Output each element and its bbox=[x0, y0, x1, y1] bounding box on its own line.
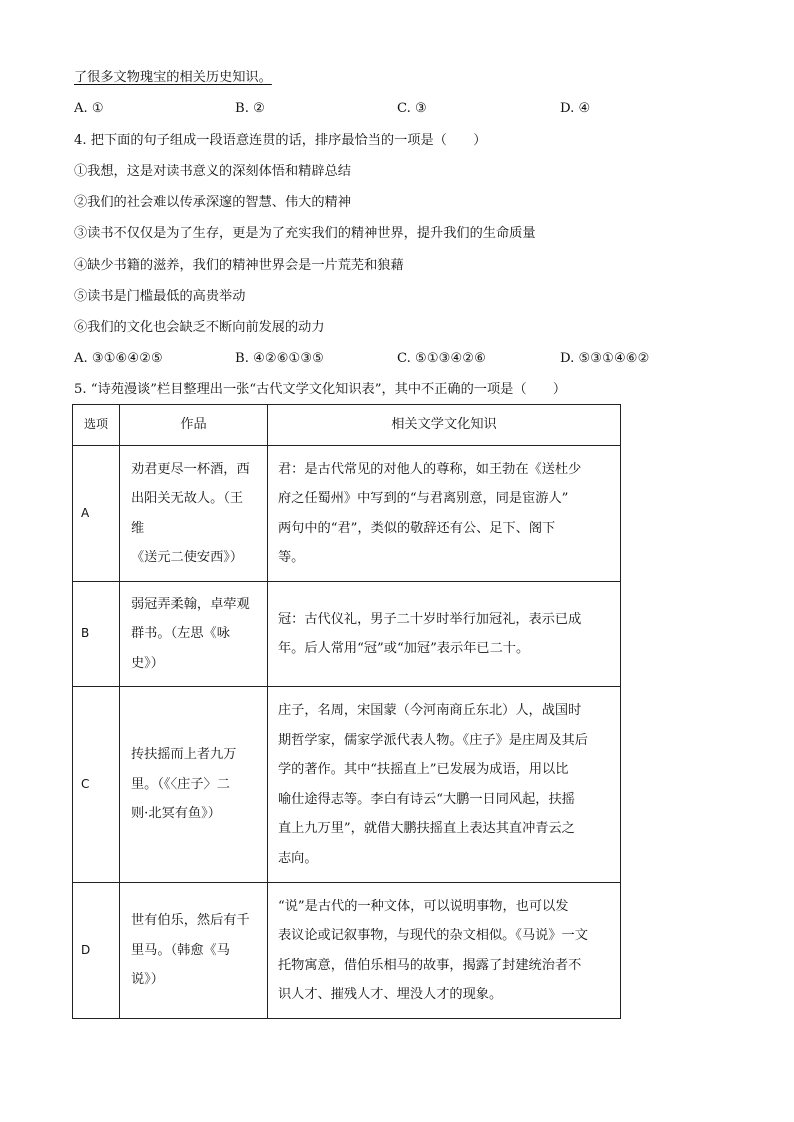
q4-sentence-4: ④缺少书籍的滋养，我们的精神世界会是一片荒芜和狼藉 bbox=[74, 258, 404, 273]
knowledge-line: 庄子，名周，宋国蒙（今河南商丘东北）人，战国时 bbox=[278, 703, 582, 718]
knowledge-line: 识人才、摧残人才、埋没人才的现象。 bbox=[278, 987, 503, 1002]
work-line: 《送元二使安西》） bbox=[131, 550, 244, 565]
table-row bbox=[73, 687, 621, 883]
row-work bbox=[120, 582, 268, 687]
q4-option-b[interactable]: B. ④②⑥①③⑤ bbox=[235, 351, 325, 366]
table-row bbox=[73, 446, 621, 582]
work-line: 群书。（左思《咏 bbox=[131, 626, 230, 642]
row-knowledge bbox=[268, 687, 621, 883]
q3-option-a[interactable]: A. ① bbox=[74, 101, 104, 116]
table-row bbox=[73, 582, 621, 687]
knowledge-line: 君：是古代常见的对他人的尊称，如王勃在《送杜少 bbox=[278, 461, 582, 477]
row-option-label: D bbox=[73, 883, 120, 1019]
knowledge-line: 等。 bbox=[278, 550, 305, 565]
row-option-label: A bbox=[73, 446, 120, 582]
work-line: 则·北冥有鱼》） bbox=[131, 806, 221, 822]
q4-sentence-3: ③读书不仅仅是为了生存，更是为了充实我们的精神世界，提升我们的生命质量 bbox=[74, 226, 536, 241]
work-line: 说》） bbox=[131, 972, 164, 988]
q4-stem: 4. 把下面的句子组成一段语意连贯的话，排序最恰当的一项是（ ） bbox=[74, 133, 487, 148]
row-knowledge bbox=[268, 582, 621, 687]
q3-option-d[interactable]: D. ④ bbox=[560, 101, 591, 116]
q3-option-c[interactable]: C. ③ bbox=[397, 101, 427, 116]
q4-options bbox=[74, 349, 674, 369]
work-line: 史》） bbox=[131, 655, 164, 671]
knowledge-line: 两句中的“君”，类似的敬辞还有公、足下、阁下 bbox=[278, 520, 556, 536]
knowledge-line: 托物寓意，借伯乐相马的故事，揭露了封建统治者不 bbox=[278, 957, 582, 973]
work-line: 弱冠弄柔翰，卓荦观 bbox=[131, 596, 250, 612]
work-line: 劝君更尽一杯酒，西 bbox=[131, 461, 250, 477]
row-option-label: B bbox=[73, 582, 120, 687]
row-option-label: C bbox=[73, 687, 120, 883]
q4-option-d[interactable]: D. ⑤③①④⑥② bbox=[560, 351, 650, 366]
q5-stem: 5. “诗苑漫谈”栏目整理出一张“古代文学文化知识表”，其中不正确的一项是（ ） bbox=[74, 382, 567, 397]
work-line: 抟扶摇而上者九万 bbox=[131, 747, 237, 763]
work-line: 世有伯乐，然后有千 bbox=[131, 913, 250, 929]
table-row bbox=[73, 883, 621, 1019]
knowledge-line: 期哲学家，儒家学派代表人物。《庄子》是庄周及其后 bbox=[278, 732, 588, 748]
q4-sentence-2: ②我们的社会难以传承深邃的智慧、伟大的精神 bbox=[74, 195, 351, 210]
knowledge-line: 直上九万里”，就借大鹏扶摇直上表达其直冲青云之 bbox=[278, 821, 575, 836]
q4-option-a[interactable]: A. ③①⑥④②⑤ bbox=[74, 351, 163, 366]
q3-option-b[interactable]: B. ② bbox=[235, 101, 265, 116]
knowledge-line: 表议论或记叙事物，与现代的杂文相似。《马说》一文 bbox=[278, 928, 588, 943]
header-knowledge: 相关文学文化知识 bbox=[268, 405, 621, 446]
work-line: 里。（《〈庄子〉二 bbox=[131, 776, 230, 792]
q4-option-c[interactable]: C. ⑤①③④②⑥ bbox=[397, 351, 486, 366]
row-work bbox=[120, 883, 268, 1019]
q4-sentence-6: ⑥我们的文化也会缺乏不断向前发展的动力 bbox=[74, 320, 325, 335]
q4-sentence-1: ①我想，这是对读书意义的深刻体悟和精辟总结 bbox=[74, 164, 351, 179]
header-option: 选项 bbox=[73, 405, 120, 446]
row-work bbox=[120, 446, 268, 582]
knowledge-line: 年。后人常用“冠”或“加冠”表示年已二十。 bbox=[278, 641, 530, 656]
knowledge-line: 冠：古代仪礼，男子二十岁时举行加冠礼，表示已成 bbox=[278, 611, 582, 627]
knowledge-line: “说”是古代的一种文体，可以说明事物，也可以发 bbox=[278, 898, 569, 914]
table-header-row bbox=[73, 405, 621, 446]
knowledge-line: 府之任蜀州》中写到的“与君离别意，同是宦游人” bbox=[278, 491, 569, 506]
header-work: 作品 bbox=[120, 405, 268, 446]
work-line: 里马。（韩愈《马 bbox=[131, 942, 230, 958]
previous-question-fragment: 了很多文物瑰宝的相关历史知识。 bbox=[74, 70, 272, 85]
row-knowledge bbox=[268, 883, 621, 1019]
work-line: 出阳关无故人。（王维 bbox=[131, 491, 244, 536]
q4-sentence-5: ⑤读书是门槛最低的高贵举动 bbox=[74, 289, 246, 304]
knowledge-line: 喻仕途得志等。李白有诗云“大鹏一日同风起，扶摇 bbox=[278, 791, 575, 807]
knowledge-table bbox=[72, 404, 621, 1019]
knowledge-line: 志向。 bbox=[278, 850, 318, 866]
q3-options bbox=[74, 99, 674, 119]
row-knowledge bbox=[268, 446, 621, 582]
knowledge-line: 学的著作。其中“扶摇直上”已发展为成语，用以比 bbox=[278, 762, 569, 777]
row-work bbox=[120, 687, 268, 883]
